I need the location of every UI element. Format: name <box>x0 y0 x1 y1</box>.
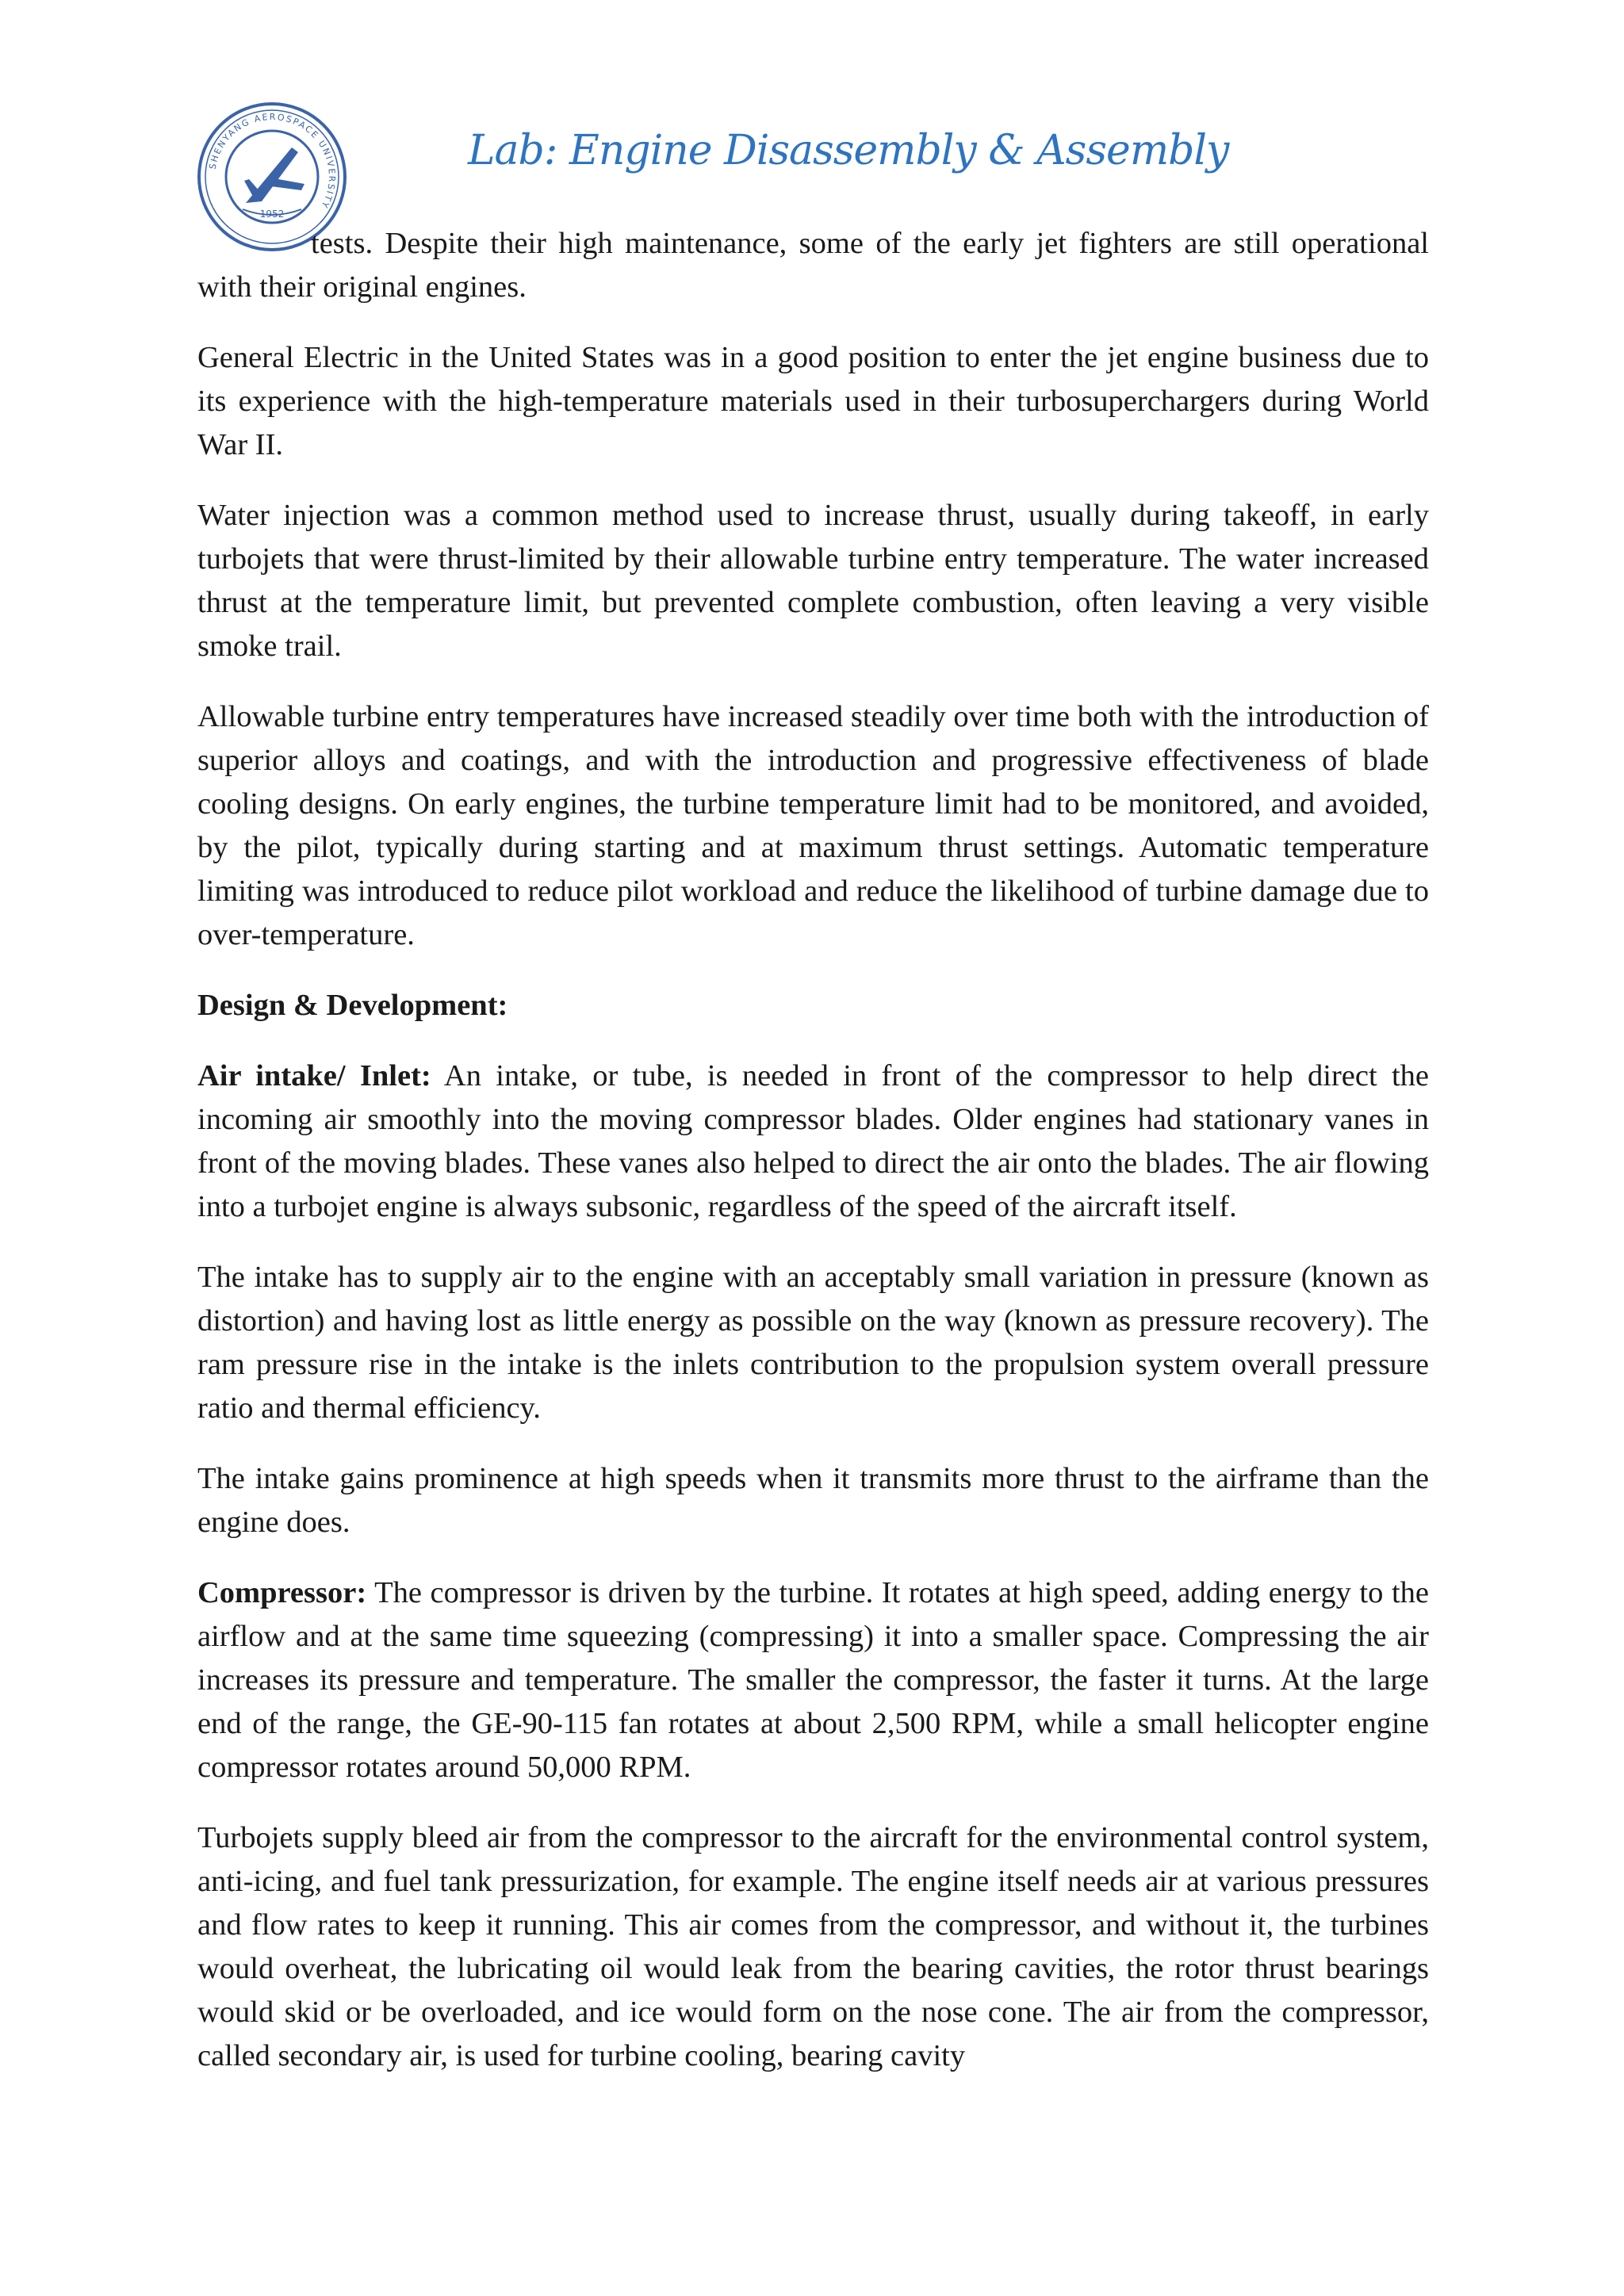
paragraph-air-intake <box>197 1054 1429 1229</box>
page-header-title: Lab: Engine Disassembly & Assembly <box>468 127 1229 174</box>
seal-text: SHENYANG AEROSPACE UNIVERSITY <box>207 111 338 211</box>
term-compressor: Compressor: <box>197 1576 367 1609</box>
paragraph-general-electric: General Electric in the United States was in a good position to enter the jet engine business due to its experience with the high-temperature materials used in their turbosuperchargers during World War II. <box>197 341 1429 461</box>
seal-year: 1952 <box>259 209 285 220</box>
term-air-intake: Air intake/ Inlet: <box>197 1059 431 1093</box>
svg-text:SHENYANG AEROSPACE UNIVERSITY <box>208 112 338 211</box>
paragraph-compressor <box>197 1571 1429 1789</box>
paragraph-intake-prominence: The intake gains prominence at high speeds when it transmits more thrust to the airframe than the engine does. <box>197 1462 1429 1539</box>
paragraph-intake-pressure: The intake has to supply air to the engine with an acceptably small variation in pressure (known as distortion) and having lost as little energy as possible on the way (known as pressure recovery). The ram pressure rise in the intake is the inlets contribution to the propulsion system overall pressure ratio and thermal efficiency. <box>197 1261 1429 1425</box>
paragraph-continued: tests. Despite their high maintenance, some of the early jet fighters are still operational with their original engines. <box>197 227 1429 304</box>
paragraph-water-injection: Water injection was a common method used to increase thrust, usually during takeoff, in early turbojets that were thrust-limited by their allowable turbine entry temperature. The water increased thrust at the temperature limit, but prevented complete combustion, often leaving a very visible smoke trail. <box>197 499 1429 663</box>
air-intake-text: An intake, or tube, is needed in front of the compressor to help direct the incoming air smoothly into the moving compressor blades. Older engines had stationary vanes in front of the moving blades. These vanes also helped to direct the air onto the blades. The air flowing into a turbojet engine is always subsonic, regardless of the speed of the aircraft itself. <box>197 1059 1429 1223</box>
document-body <box>197 222 1429 2105</box>
compressor-text: The compressor is driven by the turbine. It rotates at high speed, adding energy to the airflow and at the same time squeezing (compressing) it into a smaller space. Compressing the air increases its pressure and temperature. The smaller the compressor, the faster it turns. At the large end of the range, the GE-90-115 fan rotates at about 2,500 RPM, while a small helicopter engine compressor rotates around 50,000 RPM. <box>197 1576 1429 1784</box>
section-heading: Design & Development: <box>197 989 508 1022</box>
paragraph-turbine-temperatures: Allowable turbine entry temperatures have increased steadily over time both with the introduction of superior alloys and coatings, and with the introduction and progressive effectiveness of blade cooling designs. On early engines, the turbine temperature limit had to be monitored, and avoided, by the pilot, typically during starting and at maximum thrust settings. Automatic temperature limiting was introduced to reduce pilot workload and reduce the likelihood of turbine damage due to over-temperature. <box>197 700 1429 951</box>
paragraph-bleed-air: Turbojets supply bleed air from the compressor to the aircraft for the environmental control system, anti-icing, and fuel tank pressurization, for example. The engine itself needs air at various pressures and flow rates to keep it running. This air comes from the compressor, and without it, the turbines would overheat, the lubricating oil would leak from the bearing cavities, the rotor thrust bearings would skid or be overloaded, and ice would form on the nose cone. The air from the compressor, called secondary air, is used for turbine cooling, bearing cavity <box>197 1821 1429 2072</box>
